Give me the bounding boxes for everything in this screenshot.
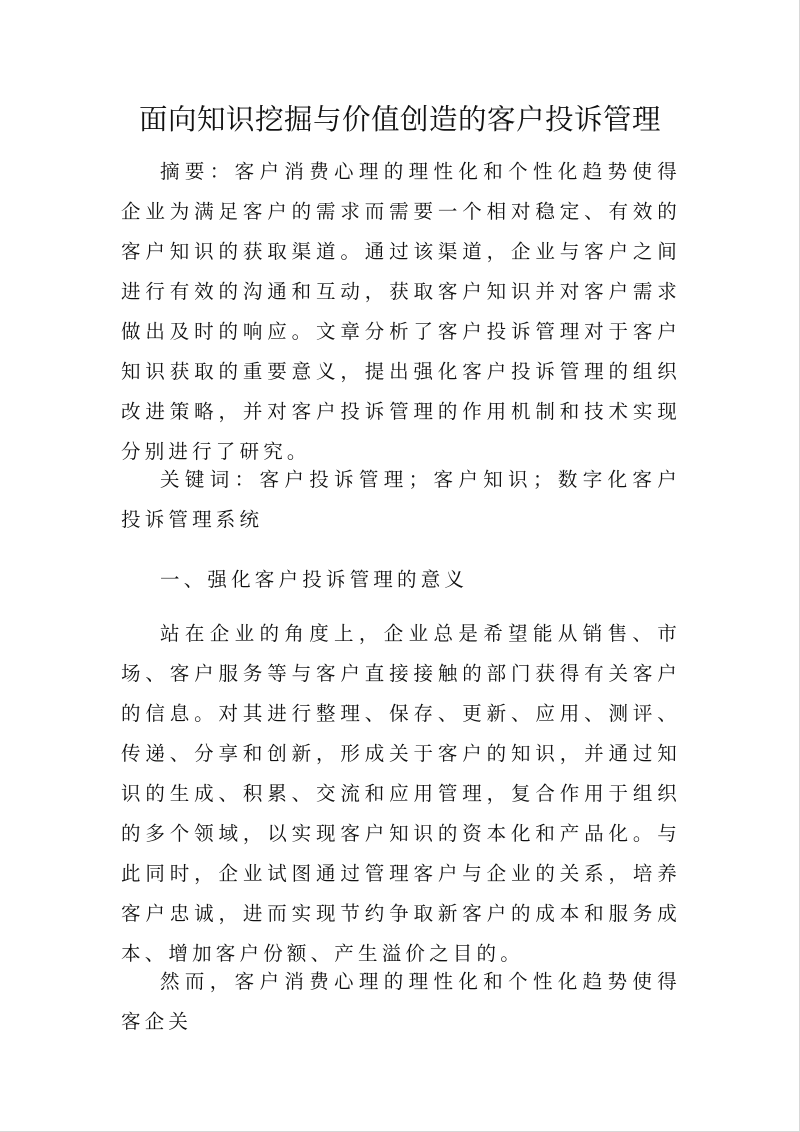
abstract-paragraph: 摘要：客户消费心理的理性化和个性化趋势使得企业为满足客户的需求而需要一个相对稳定、有效的客户知识的获取渠道。通过该渠道，企业与客户之间进行有效的沟通和互动，获取客户知识并对客户需求做出及时的响应。文章分析了客户投诉管理对于客户知识获取的重要意义，提出强化客户投诉管理的组织改进策略，并对客户投诉管理的作用机制和技术实现分别进行了研究。: [121, 160, 681, 463]
document-title: 面向知识挖掘与价值创造的客户投诉管理: [138, 103, 661, 136]
body-paragraph-1: 站在企业的角度上，企业总是希望能从销售、市场、客户服务等与客户直接接触的部门获得有关客户的信息。对其进行整理、保存、更新、应用、测评、传递、分享和创新，形成关于客户的知识，并通过知识的生成、积累、交流和应用管理，复合作用于组织的多个领域，以实现客户知识的资本化和产品化。与此同时，企业试图通过管理客户与企业的关系，培养客户忠诚，进而实现节约争取新客户的成本和服务成本、增加客户份额、产生溢价之目的。: [121, 622, 681, 965]
body-paragraph-2: 然而，客户消费心理的理性化和个性化趋势使得客企关: [121, 970, 681, 1033]
keywords-paragraph: 关键词：客户投诉管理；客户知识；数字化客户投诉管理系统: [121, 468, 681, 531]
section-heading: 一、强化客户投诉管理的意义: [160, 568, 469, 591]
